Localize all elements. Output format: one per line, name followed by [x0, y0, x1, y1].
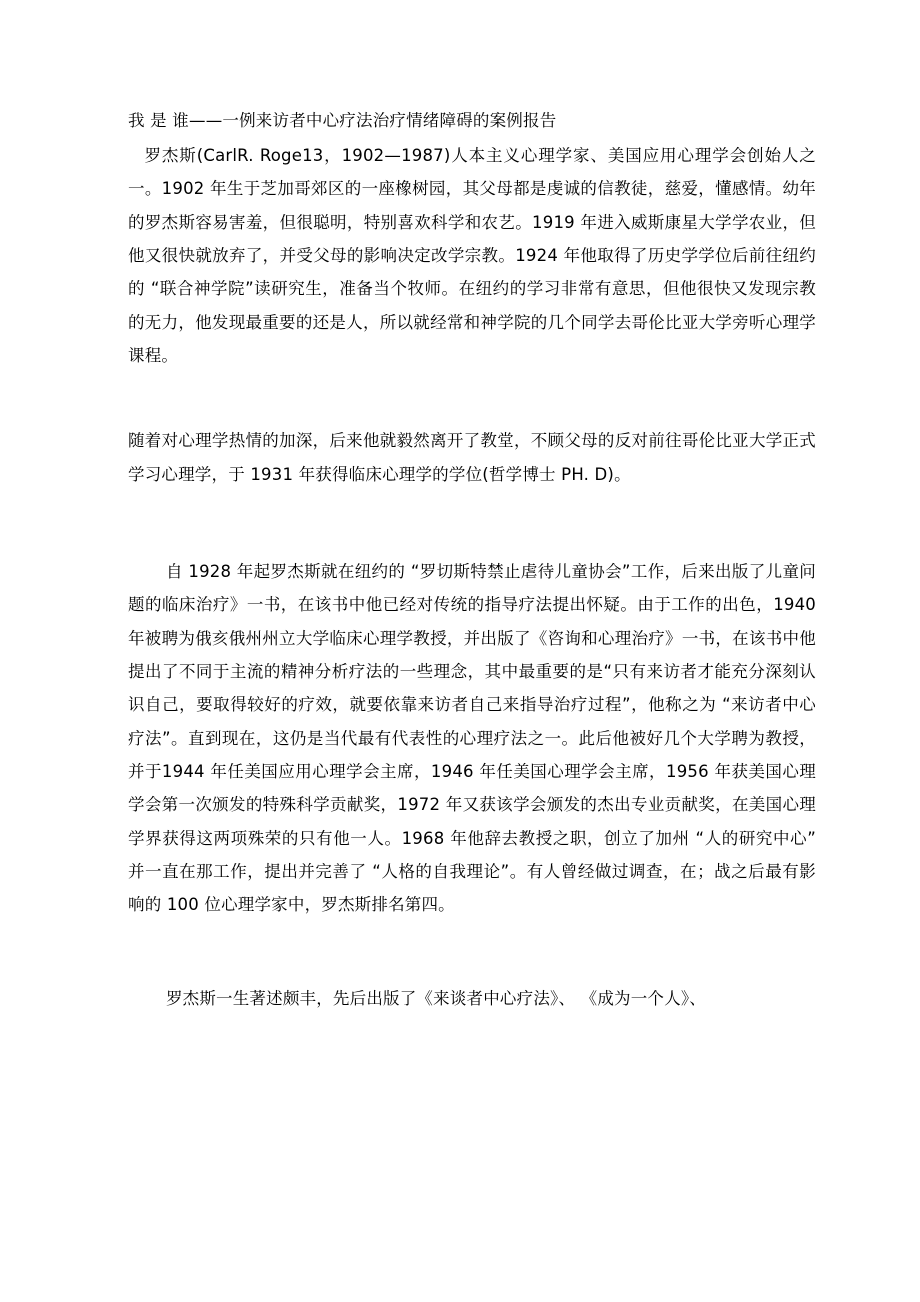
paragraph-publications: 罗杰斯一生著述颇丰，先后出版了《来谈者中心疗法》、 《成为一个人》、 — [165, 988, 706, 1008]
document-title: 我 是 谁——一例来访者中心疗法治疗情绪障碍的案例报告 — [128, 111, 557, 130]
paragraph-career: 自 1928 年起罗杰斯就在纽约的 “罗切斯特禁止虐待儿童协会”工作，后来出版了儿童问题的临床治疗》一书，在该书中他已经对传统的指导疗法提出怀疑。由于工作的出色，1940 年被聘为俄亥俄州州立大学临床心理学教授，并出版了《咨询和心理治疗》一书，在该书中他提出了不同于主流的精神分析疗法的一些理念，其中最重要的是“只有来访者才能充分深刻认识自己，要取得较好的疗效，就要依靠来访者自己来指导治疗过程”，他称之为 “来访者中心疗法”。直到现在，这仍是当代最有代表性的心理疗法之一。此后他被好几个大学聘为教授，并于1944 年任美国应用心理学会主席，1946 年任美国心理学会主席，1956 年获美国心理学会第一次颁发的特殊科学贡献奖，1972 年又获该学会颁发的杰出专业贡献奖，在美国心理学界获得这两项殊荣的只有他一人。1968 年他辞去教授之职，创立了加州 “人的研究中心”并一直在那工作，提出并完善了 “人格的自我理论”。有人曾经做过调查，在；战之后最有影响的 100 位心理学家中，罗杰斯排名第四。 — [128, 561, 816, 915]
paragraph-biography-early: 罗杰斯(CarlR. Roge13，1902—1987)人本主义心理学家、美国应用心理学会创始人之一。1902 年生于芝加哥郊区的一座橡树园，其父母都是虔诚的信教徒，慈爱，懂感情。幼年的罗杰斯容易害羞，但很聪明，特别喜欢科学和农艺。1919 年进入威斯康星大学学农业，但他又很快就放弃了，并受父母的影响决定改学宗教。1924 年他取得了历史学学位后前往纽约的 “联合神学院”读研究生，准备当个牧师。在纽约的学习非常有意思，但他很快又发现宗教的无力，他发现最重要的还是人，所以就经常和神学院的几个同学去哥伦比亚大学旁听心理学课程。 — [128, 146, 816, 365]
paragraph-psychology-degree: 随着对心理学热情的加深，后来他就毅然离开了教堂，不顾父母的反对前往哥伦比亚大学正式学习心理学，于 1931 年获得临床心理学的学位(哲学博士 PH. D)。 — [128, 431, 816, 484]
paragraph-spacer-1 — [128, 372, 816, 424]
paragraph-spacer-3 — [128, 922, 816, 982]
paragraph-spacer-2 — [128, 491, 816, 555]
document-body — [128, 104, 816, 1015]
